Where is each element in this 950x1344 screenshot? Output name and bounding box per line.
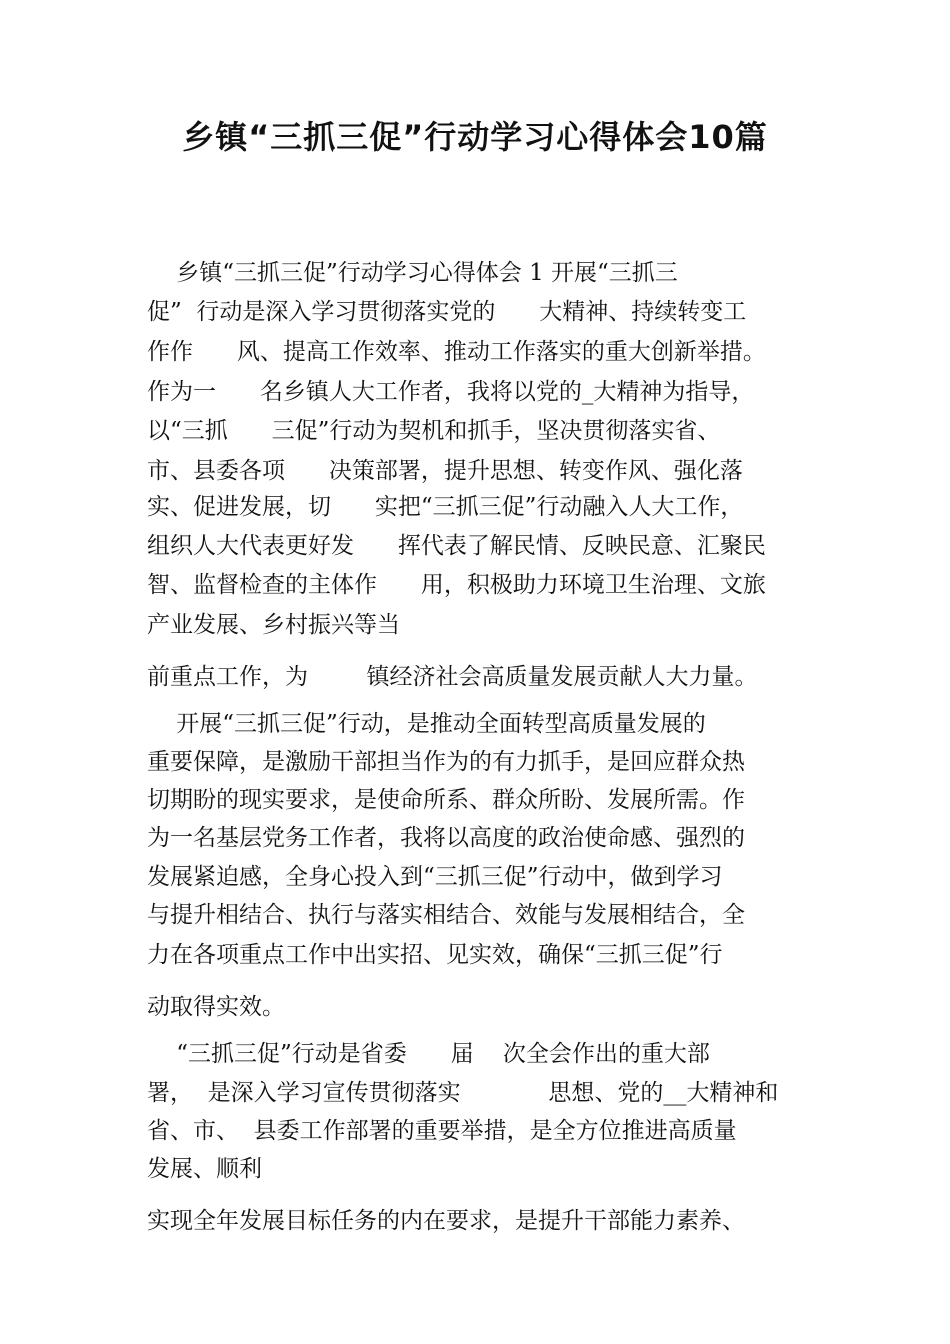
body-line: 促” 行动是深入学习贯彻落实党的 大精神、持续转变工 xyxy=(147,299,747,325)
body-line: 与提升相结合、执行与落实相结合、效能与发展相结合，全 xyxy=(147,902,745,928)
body-line: 实、促进发展，切 实把“三抓三促”行动融入人大工作， xyxy=(147,494,744,520)
body-line: 作作 风、提高工作效率、推动工作落实的重大创新举措。 xyxy=(147,339,766,365)
body-line: 智、监督检查的主体作 用，积极助力环境卫生治理、文旅 xyxy=(147,572,766,598)
body-line: 力在各项重点工作中出实招、见实效，确保“三抓三促”行 xyxy=(147,942,723,968)
body-line: 发展紧迫感，全身心投入到“三抓三促”行动中，做到学习 xyxy=(147,864,723,890)
body-line: 切期盼的现实要求，是使命所系、群众所盼、发展所需。作 xyxy=(147,787,745,813)
body-line: 乡镇“三抓三促”行动学习心得体会 1 开展“三抓三 xyxy=(147,260,678,286)
body-line: 动取得实效。 xyxy=(147,994,285,1020)
body-line: 省、市、 县委工作部署的重要举措，是全方位推进高质量 xyxy=(147,1118,737,1144)
body-line: 重要保障，是激励干部担当作为的有力抓手，是回应群众热 xyxy=(147,749,745,775)
body-line: 为一名基层党务工作者，我将以高度的政治使命感、强烈的 xyxy=(147,825,745,851)
body-line: 开展“三抓三促”行动，是推动全面转型高质量发展的 xyxy=(147,711,706,737)
body-line: 署， 是深入学习宣传贯彻落实 思想、党的__大精神和 xyxy=(147,1080,779,1106)
body-line: 组织人大代表更好发 挥代表了解民情、反映民意、汇聚民 xyxy=(147,533,766,559)
body-line: 产业发展、乡村振兴等当 xyxy=(147,612,400,638)
body-line: 前重点工作，为 镇经济社会高质量发展贡献人大力量。 xyxy=(147,664,758,690)
body-line: 以“三抓 三促”行动为契机和抓手，坚决贯彻落实省、 xyxy=(147,418,721,444)
body-line: 发展、顺利 xyxy=(147,1156,262,1182)
body-line: “三抓三促”行动是省委 届 次全会作出的重大部 xyxy=(147,1041,710,1067)
body-line: 市、县委各项 决策部署，提升思想、转变作风、强化落 xyxy=(147,458,743,484)
document-title: 乡镇“三抓三促”行动学习心得体会10篇 xyxy=(182,118,768,156)
body-line: 实现全年发展目标任务的内在要求，是提升干部能力素养、 xyxy=(147,1208,745,1234)
body-line: 作为一 名乡镇人大工作者，我将以党的_大精神为指导， xyxy=(147,379,755,405)
